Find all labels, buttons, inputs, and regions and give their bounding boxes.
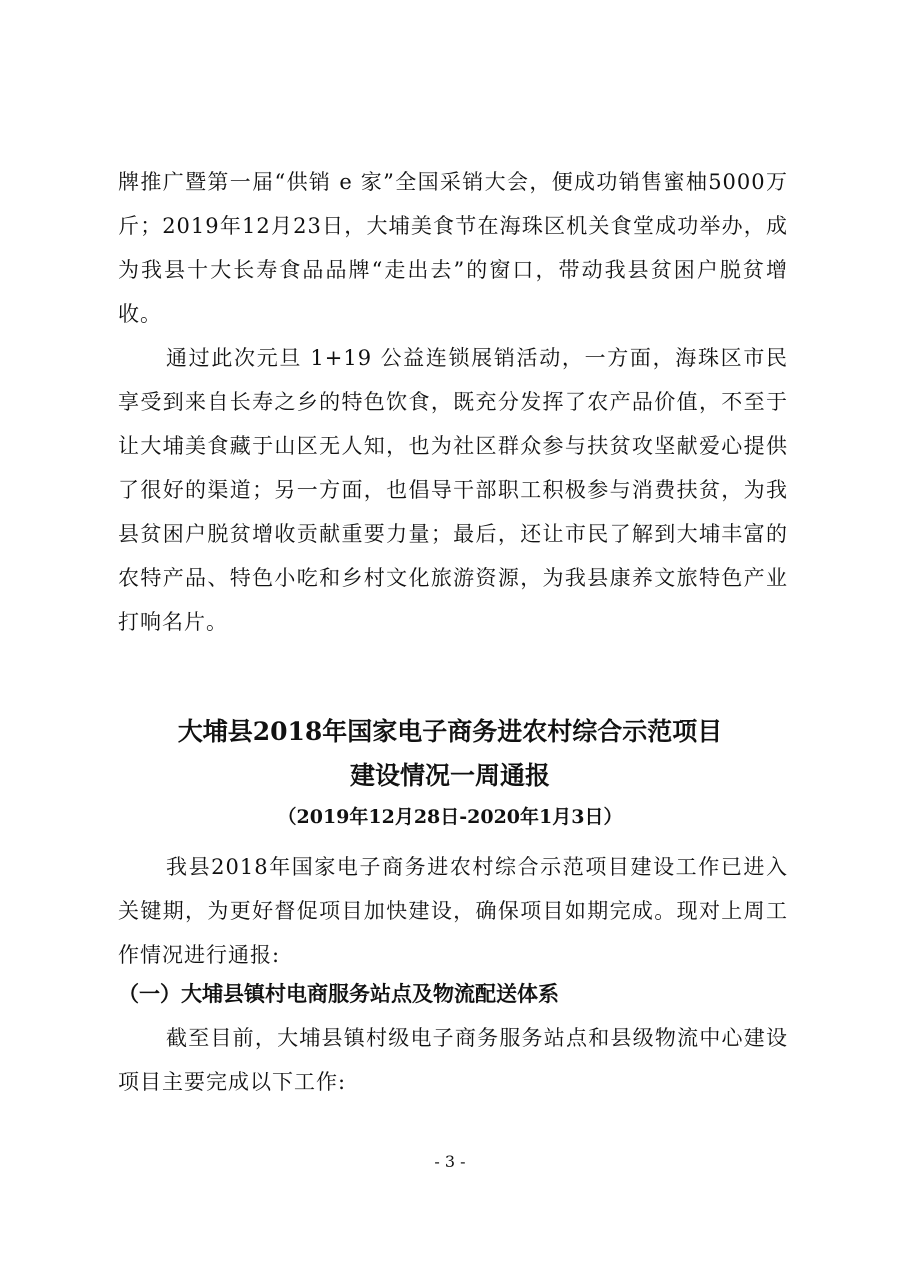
- paragraph-activity-summary: 通过此次元旦 1+19 公益连锁展销活动，一方面，海珠区市民享受到来自长寿之乡的特色饮食，既充分发挥了农产品价值，不至于让大埔美食藏于山区无人知，也为社区群众参与扶贫攻坚献爱心提供了很好的渠道；另一方面，也倡导干部职工积极参与消费扶贫，为我县贫困户脱贫增收贡献重要力量；最后，还让市民了解到大埔丰富的农特产品、特色小吃和乡村文化旅游资源，为我县康养文旅特色产业打响名片。: [118, 346, 788, 634]
- report-date-range: （2019年12月28日-2020年1月3日）: [277, 806, 623, 828]
- section-body-paragraph: 截至目前，大埔县镇村级电子商务服务站点和县级物流中心建设项目主要完成以下工作:: [118, 1026, 788, 1094]
- report-title-line1: 大埔县2018年国家电子商务进农村综合示范项目: [177, 717, 723, 746]
- paragraph-continuation: 牌推广暨第一届“供销 e 家”全国采销大会，便成功销售蜜柚5000万斤；2019年12月23日，大埔美食节在海珠区机关食堂成功举办，成为我县十大长寿食品品牌“走出去”的窗口，带动我县贫困户脱贫增收。: [118, 170, 788, 326]
- page-number: - 3 -: [434, 1152, 466, 1171]
- section-heading: （一）大埔县镇村电商服务站点及物流配送体系: [118, 982, 559, 1006]
- report-intro-paragraph: 我县2018年国家电子商务进农村综合示范项目建设工作已进入关键期，为更好督促项目加快建设，确保项目如期完成。现对上周工作情况进行通报:: [118, 855, 788, 967]
- report-title-line2: 建设情况一周通报: [349, 761, 550, 790]
